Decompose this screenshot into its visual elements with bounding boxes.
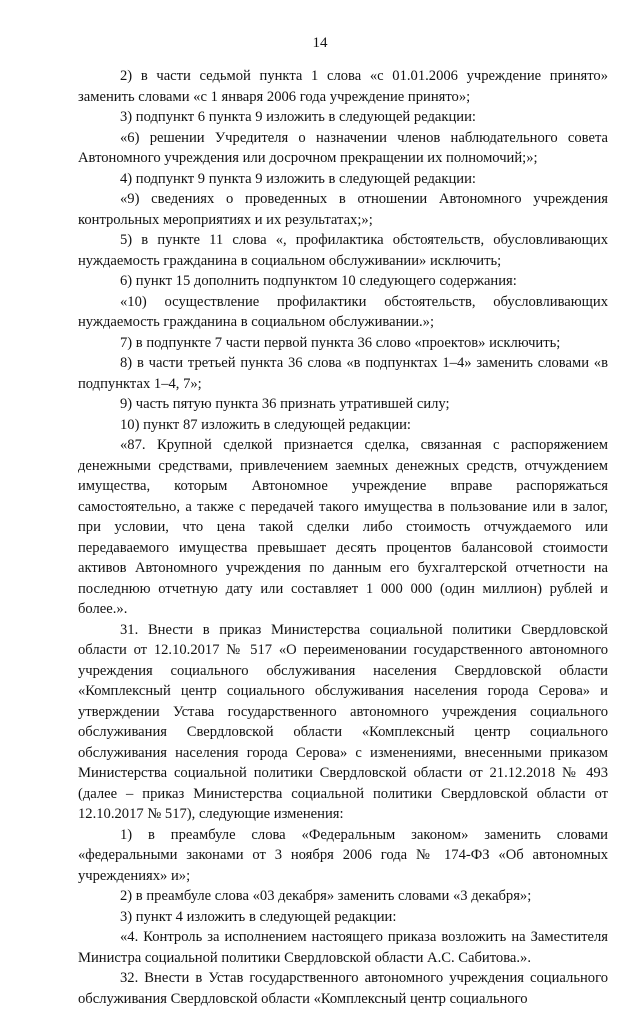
paragraph: «87. Крупной сделкой признается сделка, связанная с распоряжением денежными средствами, привлечением заемных денежных средств, отчуждением имущества, которым Автономное учреждение вправе распоряжаться самостоятельно, а также с передачей такого имущества в пользование или в залог, при условии, что цена такой сделки либо стоимость отчуждаемого или передаваемого имущества превышает десять процентов балансовой стоимости активов Автономного учреждения по данным его бухгалтерской отчетности на последнюю отчетную дату или составляет 1 000 000 (один миллион) рублей и более.». [78,437,608,617]
paragraph: «4. Контроль за исполнением настоящего приказа возложить на Заместителя Министра социальной политики Свердловской области А.С. Сабитова.». [78,929,608,966]
paragraph: 8) в части третьей пункта 36 слова «в подпунктах 1–4» заменить словами «в подпунктах 1–4, 7»; [78,355,608,392]
paragraph: 4) подпункт 9 пункта 9 изложить в следующей редакции: [120,170,476,187]
paragraph: 3) пункт 4 изложить в следующей редакции: [120,908,397,925]
document-body [78,66,608,1009]
paragraph: «9) сведениях о проведенных в отношении Автономного учреждения контрольных мероприятиях и их результатах;»; [78,191,608,228]
paragraph: 7) в подпункте 7 части первой пункта 36 слово «проектов» исключить; [120,334,561,351]
paragraph: 10) пункт 87 изложить в следующей редакции: [120,416,411,433]
paragraph: 2) в преамбуле слова «03 декабря» заменить словами «3 декабря»; [120,888,532,904]
paragraph: 31. Внести в приказ Министерства социальной политики Свердловской области от 12.10.2017 № 517 «О переименовании государственного автономного учреждения социального обслуживания населения Свердловской области «Комплексный центр социального обслуживания населения города Серова» и утверждении Устава государственного автономного учреждения социального обслуживания Свердловской области «Комплексный центр социального обслуживания населения города Серова» с изменениями, внесенными приказом Министерства социальной политики Свердловской области от 21.12.2018 № 493 (далее – приказ Министерства социальной политики Свердловской области от 12.10.2017 № 517), следующие изменения: [78,621,608,822]
paragraph: 5) в пункте 11 слова «, профилактика обстоятельств, обусловливающих нуждаемость гражданина в социальном обслуживании» исключить; [78,232,608,269]
paragraph: 1) в преамбуле слова «Федеральным законом» заменить словами «федеральными законами от 3 ноября 2006 года № 174-ФЗ «Об автономных учреждениях» и»; [78,826,608,884]
paragraph: 9) часть пятую пункта 36 признать утратившей силу; [120,396,450,412]
paragraph: «6) решении Учредителя о назначении членов наблюдательного совета Автономного учреждения или досрочном прекращении их полномочий;»; [78,129,608,166]
paragraph: 6) пункт 15 дополнить подпунктом 10 следующего содержания: [120,273,517,289]
paragraph: 3) подпункт 6 пункта 9 изложить в следующей редакции: [120,109,476,125]
paragraph: 32. Внести в Устав государственного автономного учреждения социального обслуживания Свердловской области «Комплексный центр социального [78,970,608,1007]
paragraph: «10) осуществление профилактики обстоятельств, обусловливающих нуждаемость гражданина в социальном обслуживании.»; [78,293,608,330]
page-number: 14 [312,35,328,51]
paragraph: 2) в части седьмой пункта 1 слова «с 01.01.2006 учреждение принято» заменить словами «с 1 января 2006 года учреждение принято»; [78,68,608,105]
